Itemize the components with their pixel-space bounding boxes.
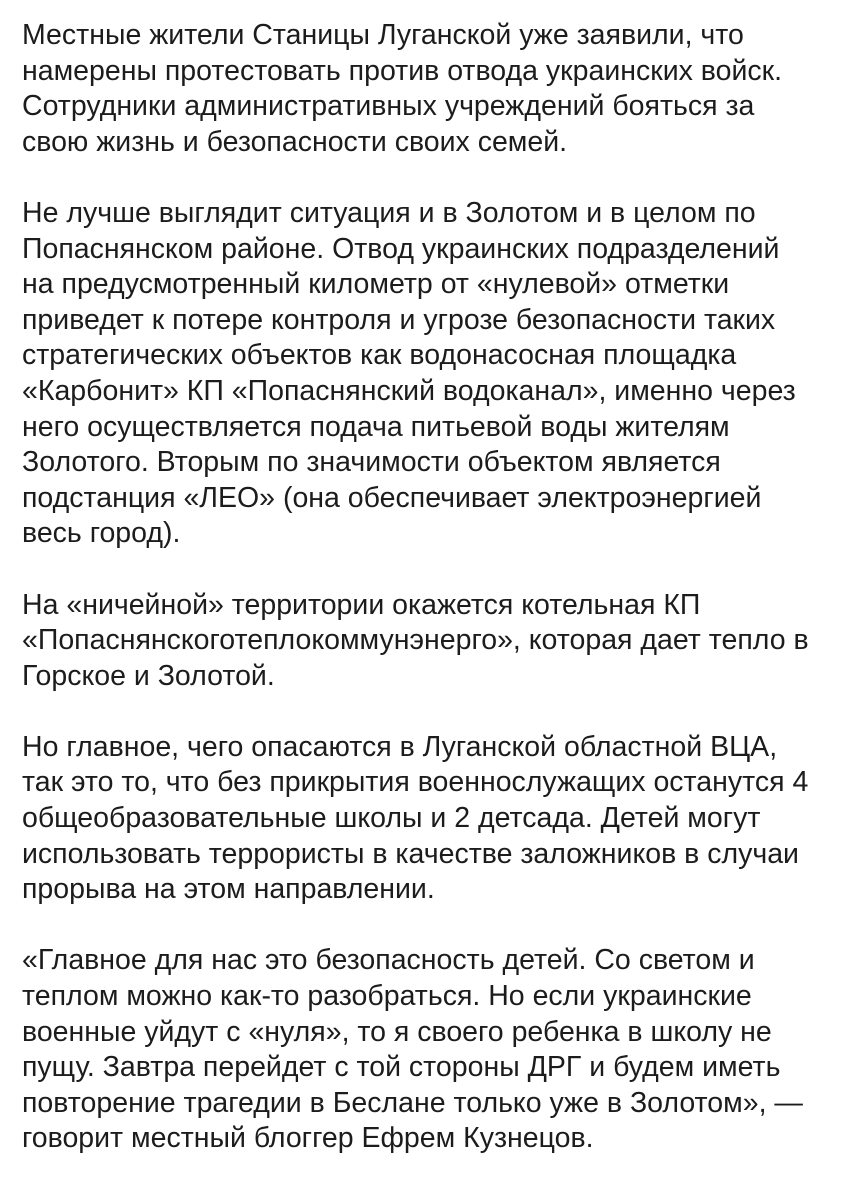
paragraph-1: Местные жители Станицы Луганской уже заявили, что намерены протестовать против отвода украинских войск. Сотрудники административных учреждений бояться за свою жизнь и безопасности своих семей.: [22, 19, 783, 158]
paragraph-4: Но главное, чего опасаются в Луганской областной ВЦА, так это то, что без прикрытия военнослужащих останутся 4 общеобразовательные школы и 2 детсада. Детей могут использовать террористы в качестве заложников в случаи прорыва на этом направлении.: [22, 730, 809, 906]
post-body: [22, 18, 852, 1157]
paragraph-5: «Главное для нас это безопасность детей. Со светом и теплом можно как-то разобраться. Но если украинские военные уйдут с «нуля», то я своего ребенка в школу не пущу. Завтра перейдет с той стороны ДРГ и будем иметь повторение трагедии в Беслане только уже в Золотом», — говорит местный блоггер Ефрем Кузнецов.: [22, 944, 803, 1155]
paragraph-2: Не лучше выглядит ситуация и в Золотом и в целом по Попаснянском районе. Отвод украинских подразделений на предусмотренный километр от «нулевой» отметки приведет к потере контроля и угрозе безопасности таких стратегических объектов как водонасосная площадка «Карбонит» КП «Попаснянский водоканал», именно через него осуществляется подача питьевой воды жителям Золотого. Вторым по значимости объектом является подстанция «ЛЕО» (она обеспечивает электроэнергией весь город).: [22, 196, 796, 550]
paragraph-3: На «ничейной» территории окажется котельная КП «Попаснянскоготеплокоммунэнерго», которая дает тепло в Горское и Золотой.: [22, 588, 809, 692]
